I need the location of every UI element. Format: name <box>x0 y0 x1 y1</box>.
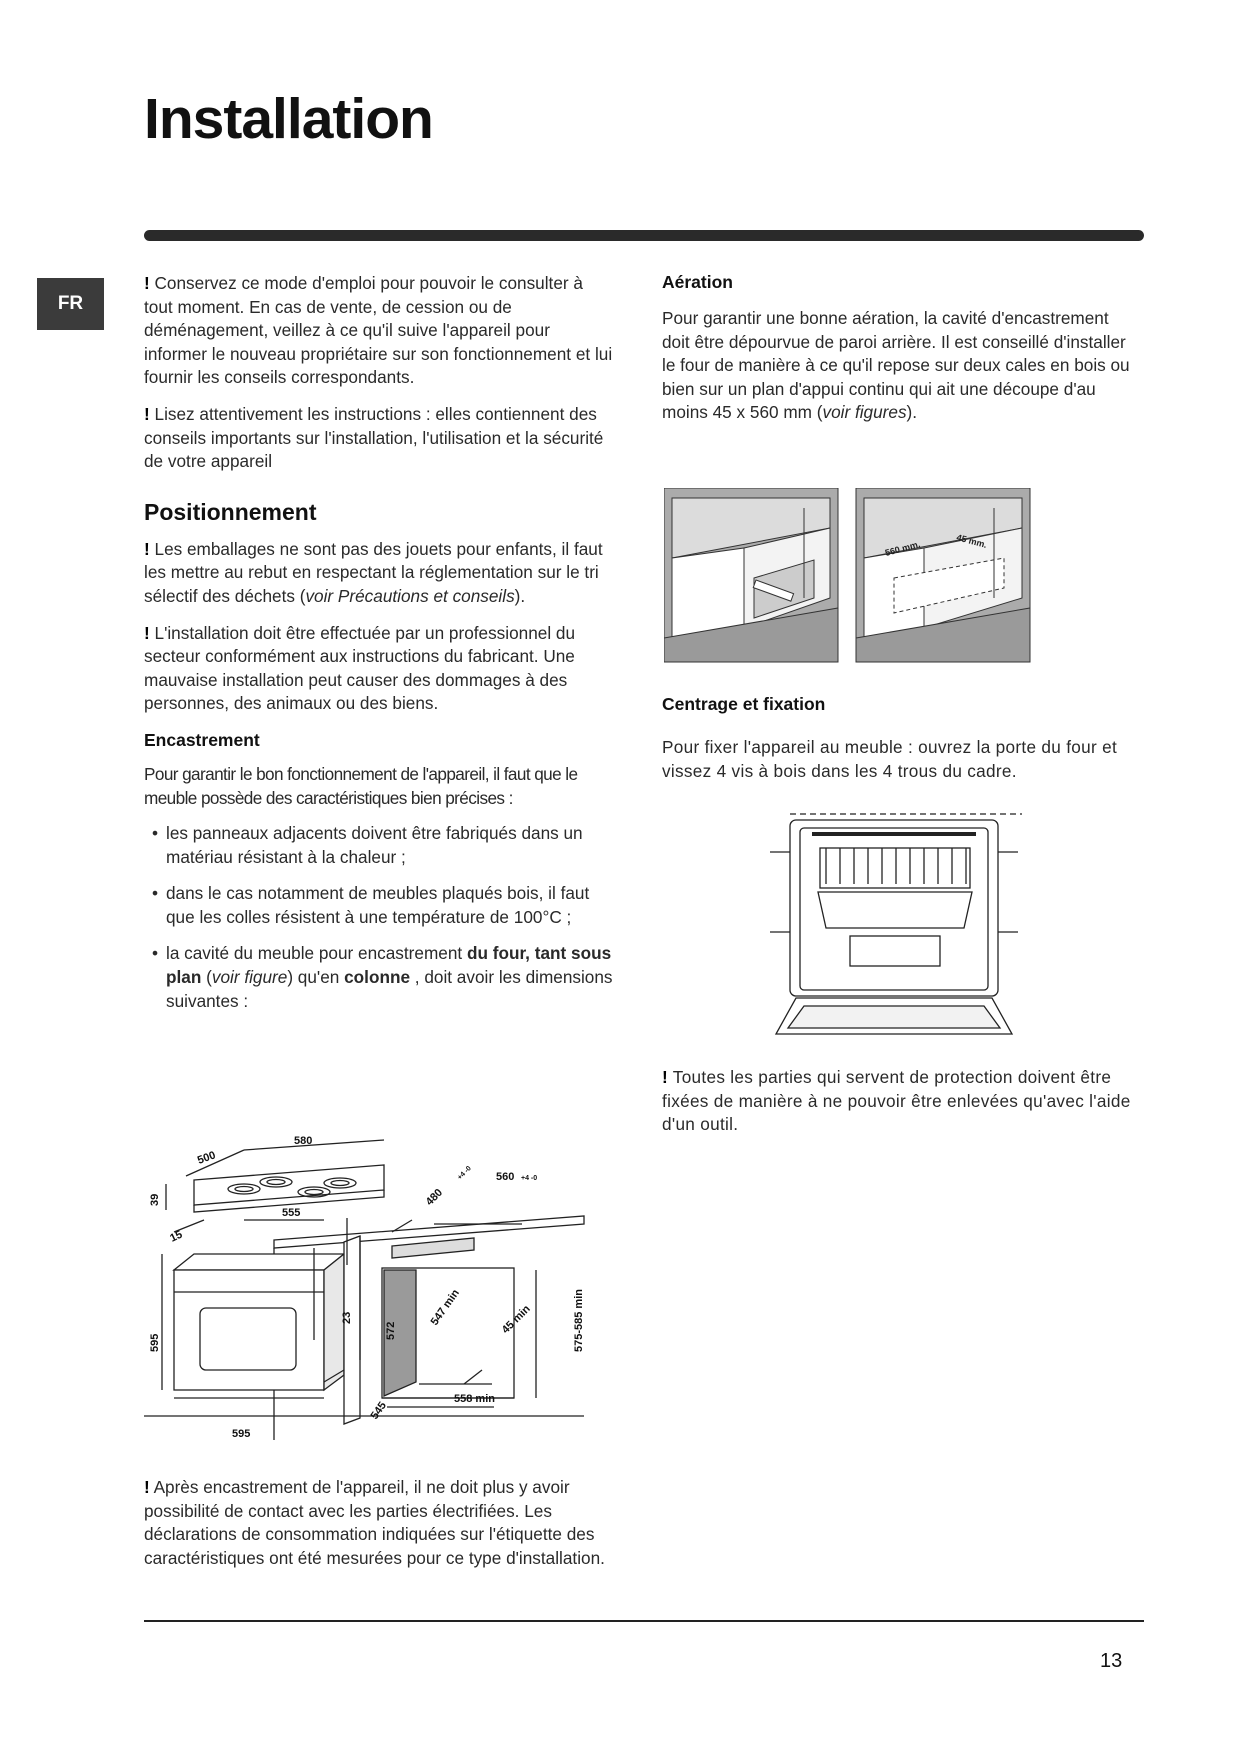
list-item: • dans le cas notamment de meubles plaqués bois, il faut que les colles résistent à une température de 100°C ; <box>144 882 614 929</box>
dim-label: 558 min <box>454 1393 495 1405</box>
warning-mark: ! <box>662 1067 669 1087</box>
subheading-aeration: Aération <box>662 272 733 292</box>
list-item: • les panneaux adjacents doivent être fabriqués dans un matériau résistant à la chaleur ; <box>144 822 614 869</box>
intro-paragraph-2 <box>144 403 614 474</box>
intro-paragraph-1 <box>144 272 614 390</box>
encastrement-intro: Pour garantir le bon fonctionnement de l'appareil, il faut que le meuble possède des caractéristiques bien précises : <box>144 763 578 808</box>
pos1-end: ). <box>514 585 526 606</box>
warning-mark: ! <box>144 538 150 559</box>
oven-fixing-figure <box>760 812 1030 1052</box>
dim-label: 23 <box>341 1311 353 1324</box>
bullet3-bold: du four, tant sous plan <box>166 943 612 988</box>
dim-tolerance: +4 -0 <box>456 1165 473 1182</box>
aeration-paragraph <box>662 307 1134 425</box>
subheading-encastrement: Encastrement <box>144 729 260 750</box>
vent-dim-label: 45 mm. <box>955 532 989 550</box>
right-column <box>662 272 1134 425</box>
footer-rule <box>144 1620 1144 1622</box>
dim-label: 595 <box>232 1428 251 1440</box>
aeration-italic-ref: voir figures <box>822 402 907 423</box>
page-number: 13 <box>1100 1650 1123 1672</box>
bullet3-bold: colonne <box>344 967 410 988</box>
bullet3-italic-ref: voir figure <box>211 967 288 988</box>
header-rule <box>144 230 1144 241</box>
pos1-text: Les emballages ne sont pas des jouets pour enfants, il faut les mettre au rebut en respectant la réglementation sur le tri sélectif des déchets ( <box>144 538 603 606</box>
dim-label: 575-585 min <box>573 1289 585 1352</box>
requirements-list <box>144 822 614 1013</box>
subheading-centrage: Centrage et fixation <box>662 694 826 714</box>
dim-tolerance: +4 -0 <box>521 1175 538 1182</box>
dim-label: 480 <box>423 1186 446 1209</box>
dim-label: 595 <box>149 1333 161 1352</box>
bullet3-text: , doit avoir les dimensions suivantes : <box>166 967 613 1011</box>
intro-text-2: Lisez attentivement les instructions : elles contiennent des conseils importants sur l'installation, l'utilisation et la sécurité de votre appareil <box>144 403 604 472</box>
protection-text: Toutes les parties qui servent de protection doivent être fixées de manière à ne pouvoir être enlevées qu'avec l'aide d'un outil. <box>662 1067 1131 1135</box>
after-install-paragraph <box>144 1476 614 1570</box>
dim-label: 45 min <box>499 1302 533 1337</box>
list-item <box>144 942 614 1013</box>
left-column <box>144 272 614 1013</box>
page-title: Installation <box>144 87 433 151</box>
dim-label: 15 <box>168 1228 185 1245</box>
bullet3-text: ) qu'en <box>287 967 345 988</box>
warning-mark: ! <box>144 273 150 293</box>
aeration-end: ). <box>906 402 918 423</box>
pos2-text: L'installation doit être effectuée par un professionnel du secteur conformément aux instructions du fabricant. Une mauvaise installation peut causer des dommages à des personnes, des animaux ou des biens. <box>144 622 576 714</box>
protection-paragraph <box>662 1066 1134 1137</box>
warning-mark: ! <box>144 403 150 424</box>
warning-mark: ! <box>144 1477 150 1497</box>
pos1-italic-ref: voir Précautions et conseils <box>305 585 515 606</box>
centrage-paragraph: Pour fixer l'appareil au meuble : ouvrez la porte du four et vissez 4 vis à bois dans les 4 trous du cadre. <box>662 737 1118 781</box>
warning-mark: ! <box>144 622 150 643</box>
dim-label: 545 <box>368 1399 389 1422</box>
positionnement-paragraph-1 <box>144 538 614 609</box>
dim-label: 39 <box>149 1193 161 1206</box>
dim-label: 500 <box>195 1149 218 1167</box>
dim-label: 572 <box>385 1321 397 1340</box>
section-heading-positionnement: Positionnement <box>144 498 317 525</box>
vent-dim-label: 560 mm. <box>883 538 922 558</box>
ventilation-figures <box>664 488 1034 664</box>
dim-label: 560 <box>496 1171 515 1183</box>
intro-text-1: Conservez ce mode d'emploi pour pouvoir le consulter à tout moment. En cas de vente, de cession ou de déménagement, veillez à ce qu'il suive l'appareil pour informer le nouveau propriétaire sur son fonctionnement et lui fournir les conseils correspondants. <box>144 273 613 388</box>
aeration-text: Pour garantir une bonne aération, la cavité d'encastrement doit être dépourvue de paroi arrière. Il est conseillé d'installer le four de manière à ce qu'il repose sur deux cales en bois ou bien sur un plan d'appui continu qui ait une découpe d'au moins 45 x 560 mm ( <box>662 308 1130 423</box>
built-in-dimensions-figure <box>144 1120 604 1460</box>
bullet3-text: ( <box>201 967 212 988</box>
dim-label: 547 min <box>428 1287 462 1328</box>
centrage-section <box>662 694 1134 783</box>
dim-label: 580 <box>294 1135 313 1147</box>
bullet3-text: la cavité du meuble pour encastrement <box>166 943 467 964</box>
after-install-text: Après encastrement de l'appareil, il ne doit plus y avoir possibilité de contact avec les parties électrifiées. Les déclarations de consommation indiquées sur l'étiquette des caractéristiques ont été mesurées pour ce type d'installation. <box>144 1477 605 1568</box>
language-tab: FR <box>37 278 104 330</box>
positionnement-paragraph-2 <box>144 622 614 716</box>
dim-label: 555 <box>282 1207 301 1219</box>
